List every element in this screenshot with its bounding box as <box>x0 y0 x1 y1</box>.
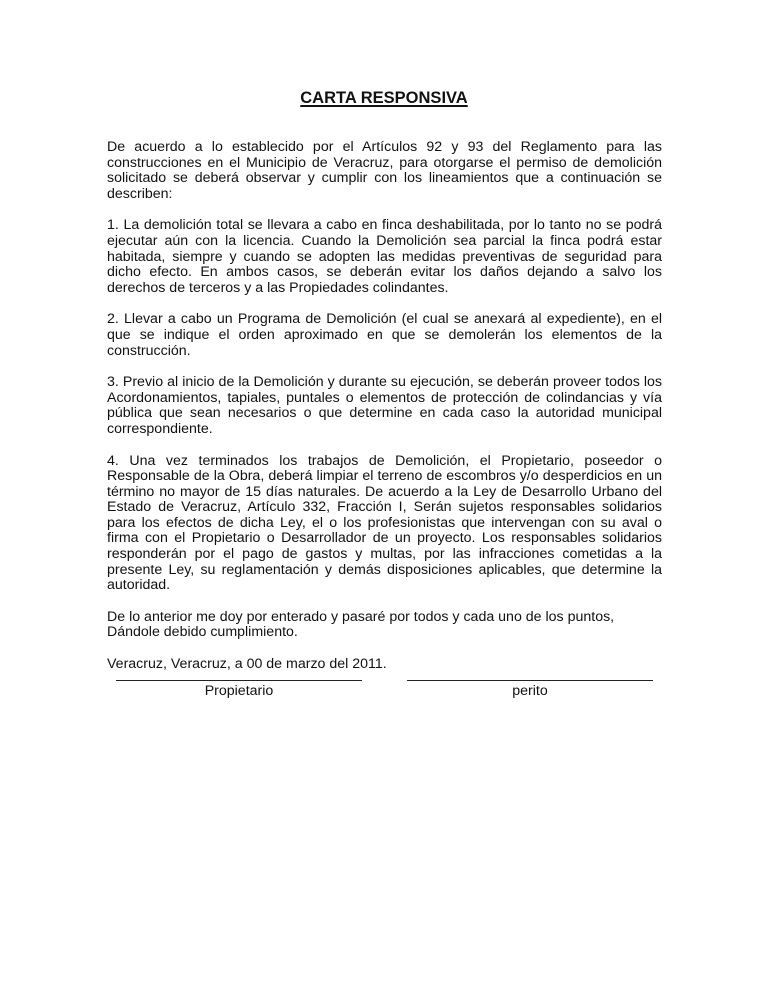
document-title: CARTA RESPONSIVA <box>300 89 468 107</box>
signature-line <box>116 666 362 681</box>
place-date: Veracruz, Veracruz, a 00 de marzo del 2011. <box>107 656 387 673</box>
item-3-paragraph: 3. Previo al inicio de la Demolición y durante su ejecución, se deberán proveer todos los Acordonamientos, tapiales, puntales o elementos de protección de colindancias y vía pública que sean necesarios o que determine en cada caso la autoridad municipal correspondiente. <box>107 374 662 437</box>
signature-label-perito: perito <box>512 683 548 699</box>
item-1-paragraph: 1. La demolición total se llevara a cabo en finca deshabilitada, por lo tanto no se podrá ejecutar aún con la licencia. Cuando la Demolición sea parcial la finca podrá estar habitada, siempre y cuando se adopten las medidas preventivas de seguridad para dicho efecto. En ambos casos, se deberán evitar los daños dejando a salvo los derechos de terceros y a las Propiedades colindantes. <box>107 217 662 296</box>
intro-paragraph: De acuerdo a lo establecido por el Artículos 92 y 93 del Reglamento para las construcciones en el Municipio de Veracruz, para otorgarse el permiso de demolición solicitado se deberá observar y cumplir con los lineamientos que a continuación se describen: <box>107 139 662 202</box>
signature-label-propietario: Propietario <box>204 683 274 699</box>
closing-paragraph <box>107 610 662 641</box>
signature-block-perito <box>407 666 653 699</box>
item-4-paragraph: 4. Una vez terminados los trabajos de Demolición, el Propietario, poseedor o Responsable de la Obra, deberá limpiar el terreno de escombros y/o desperdicios en un término no mayor de 15 días naturales. De acuerdo a la Ley de Desarrollo Urbano del Estado de Veracruz, Artículo 332, Fracción I, Serán sujetos responsables solidarios para los efectos de dicha Ley, el o los profesionistas que intervengan con su aval o firma con el Propietario o Desarrollador de un proyecto. Los responsables solidarios responderán por el pago de gastos y multas, por las infracciones cometidas a la presente Ley, su reglamentación y demás disposiciones aplicables, que determine la autoridad. <box>107 452 662 594</box>
document-body <box>107 140 662 689</box>
closing-line-1: De lo anterior me doy por enterado y pasaré por todos y cada uno de los puntos, <box>107 608 615 625</box>
signature-block-propietario <box>116 666 362 699</box>
signature-line <box>407 666 653 681</box>
item-2-paragraph: 2. Llevar a cabo un Programa de Demolición (el cual se anexará al expediente), en el que se indique el orden aproximado en que se demolerán los elementos de la construcción. <box>107 311 662 359</box>
closing-line-2: Dándole debido cumplimiento. <box>107 624 298 641</box>
